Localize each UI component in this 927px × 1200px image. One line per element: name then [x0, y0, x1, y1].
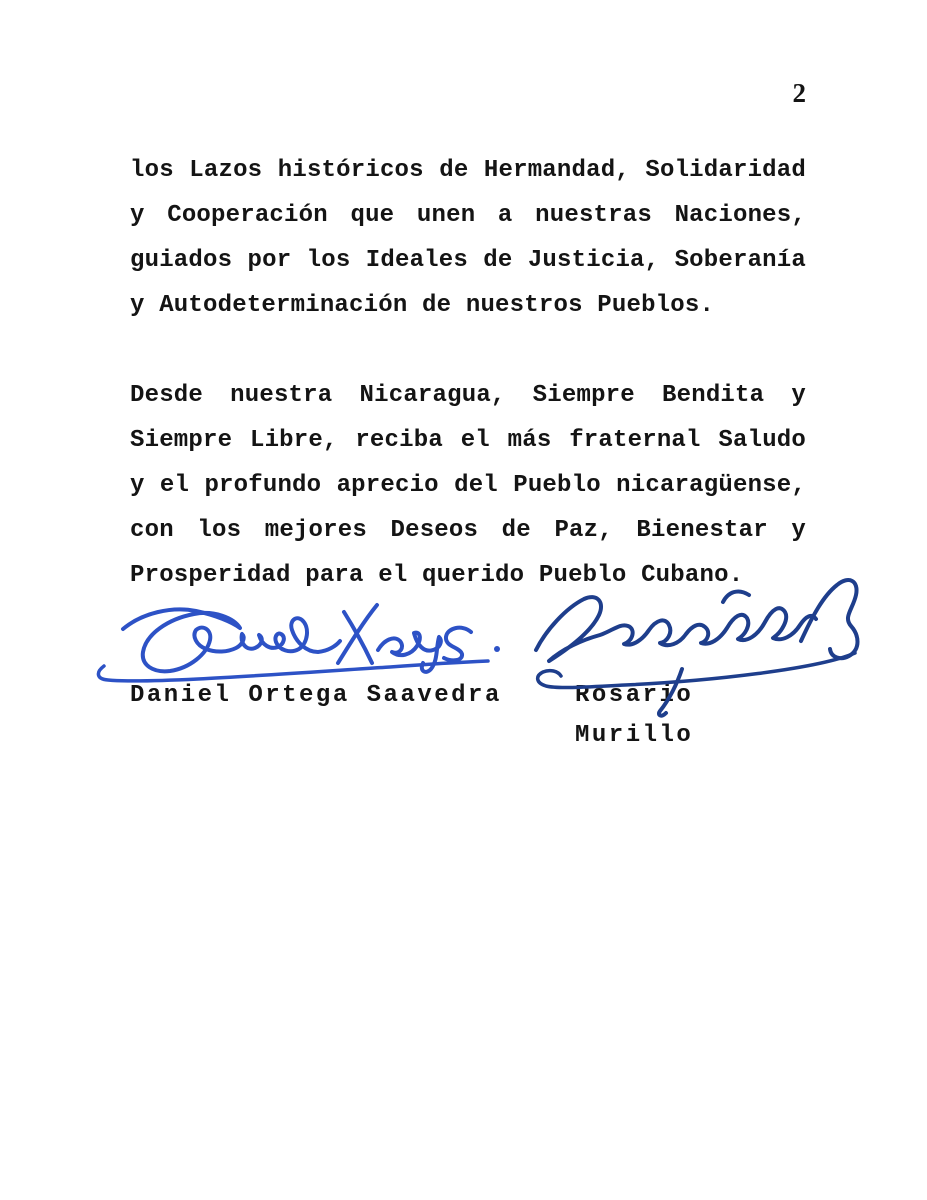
- text-line: y el profundo aprecio del Pueblo nicaragüense,: [130, 472, 806, 499]
- text-line: guiados por los Ideales de Justicia, Soberanía: [130, 247, 806, 274]
- page-number: 2: [792, 78, 806, 108]
- signature-name-rosario-murillo: Rosario Murillo: [575, 682, 694, 749]
- letter-body: [130, 148, 806, 598]
- signature-names-row: [130, 676, 820, 749]
- text-line: Desde nuestra Nicaragua, Siempre Bendita y: [130, 382, 806, 409]
- text-line: y Autodeterminación de nuestros Pueblos.: [130, 292, 715, 319]
- text-line: con los mejores Deseos de Paz, Bienestar y: [130, 517, 806, 544]
- paragraph-1: [130, 148, 806, 328]
- signature-name-daniel-ortega-saavedra: Daniel Ortega Saavedra: [130, 682, 502, 709]
- paragraph-2: [130, 373, 806, 598]
- text-line: Siempre Libre, reciba el más fraternal Saludo: [130, 427, 806, 454]
- text-line: y Cooperación que unen a nuestras Naciones,: [130, 202, 806, 229]
- text-line: Prosperidad para el querido Pueblo Cubano.: [130, 562, 744, 589]
- text-line: los Lazos históricos de Hermandad, Solidaridad: [130, 157, 806, 184]
- signature-daniel-ortega: [98, 605, 500, 681]
